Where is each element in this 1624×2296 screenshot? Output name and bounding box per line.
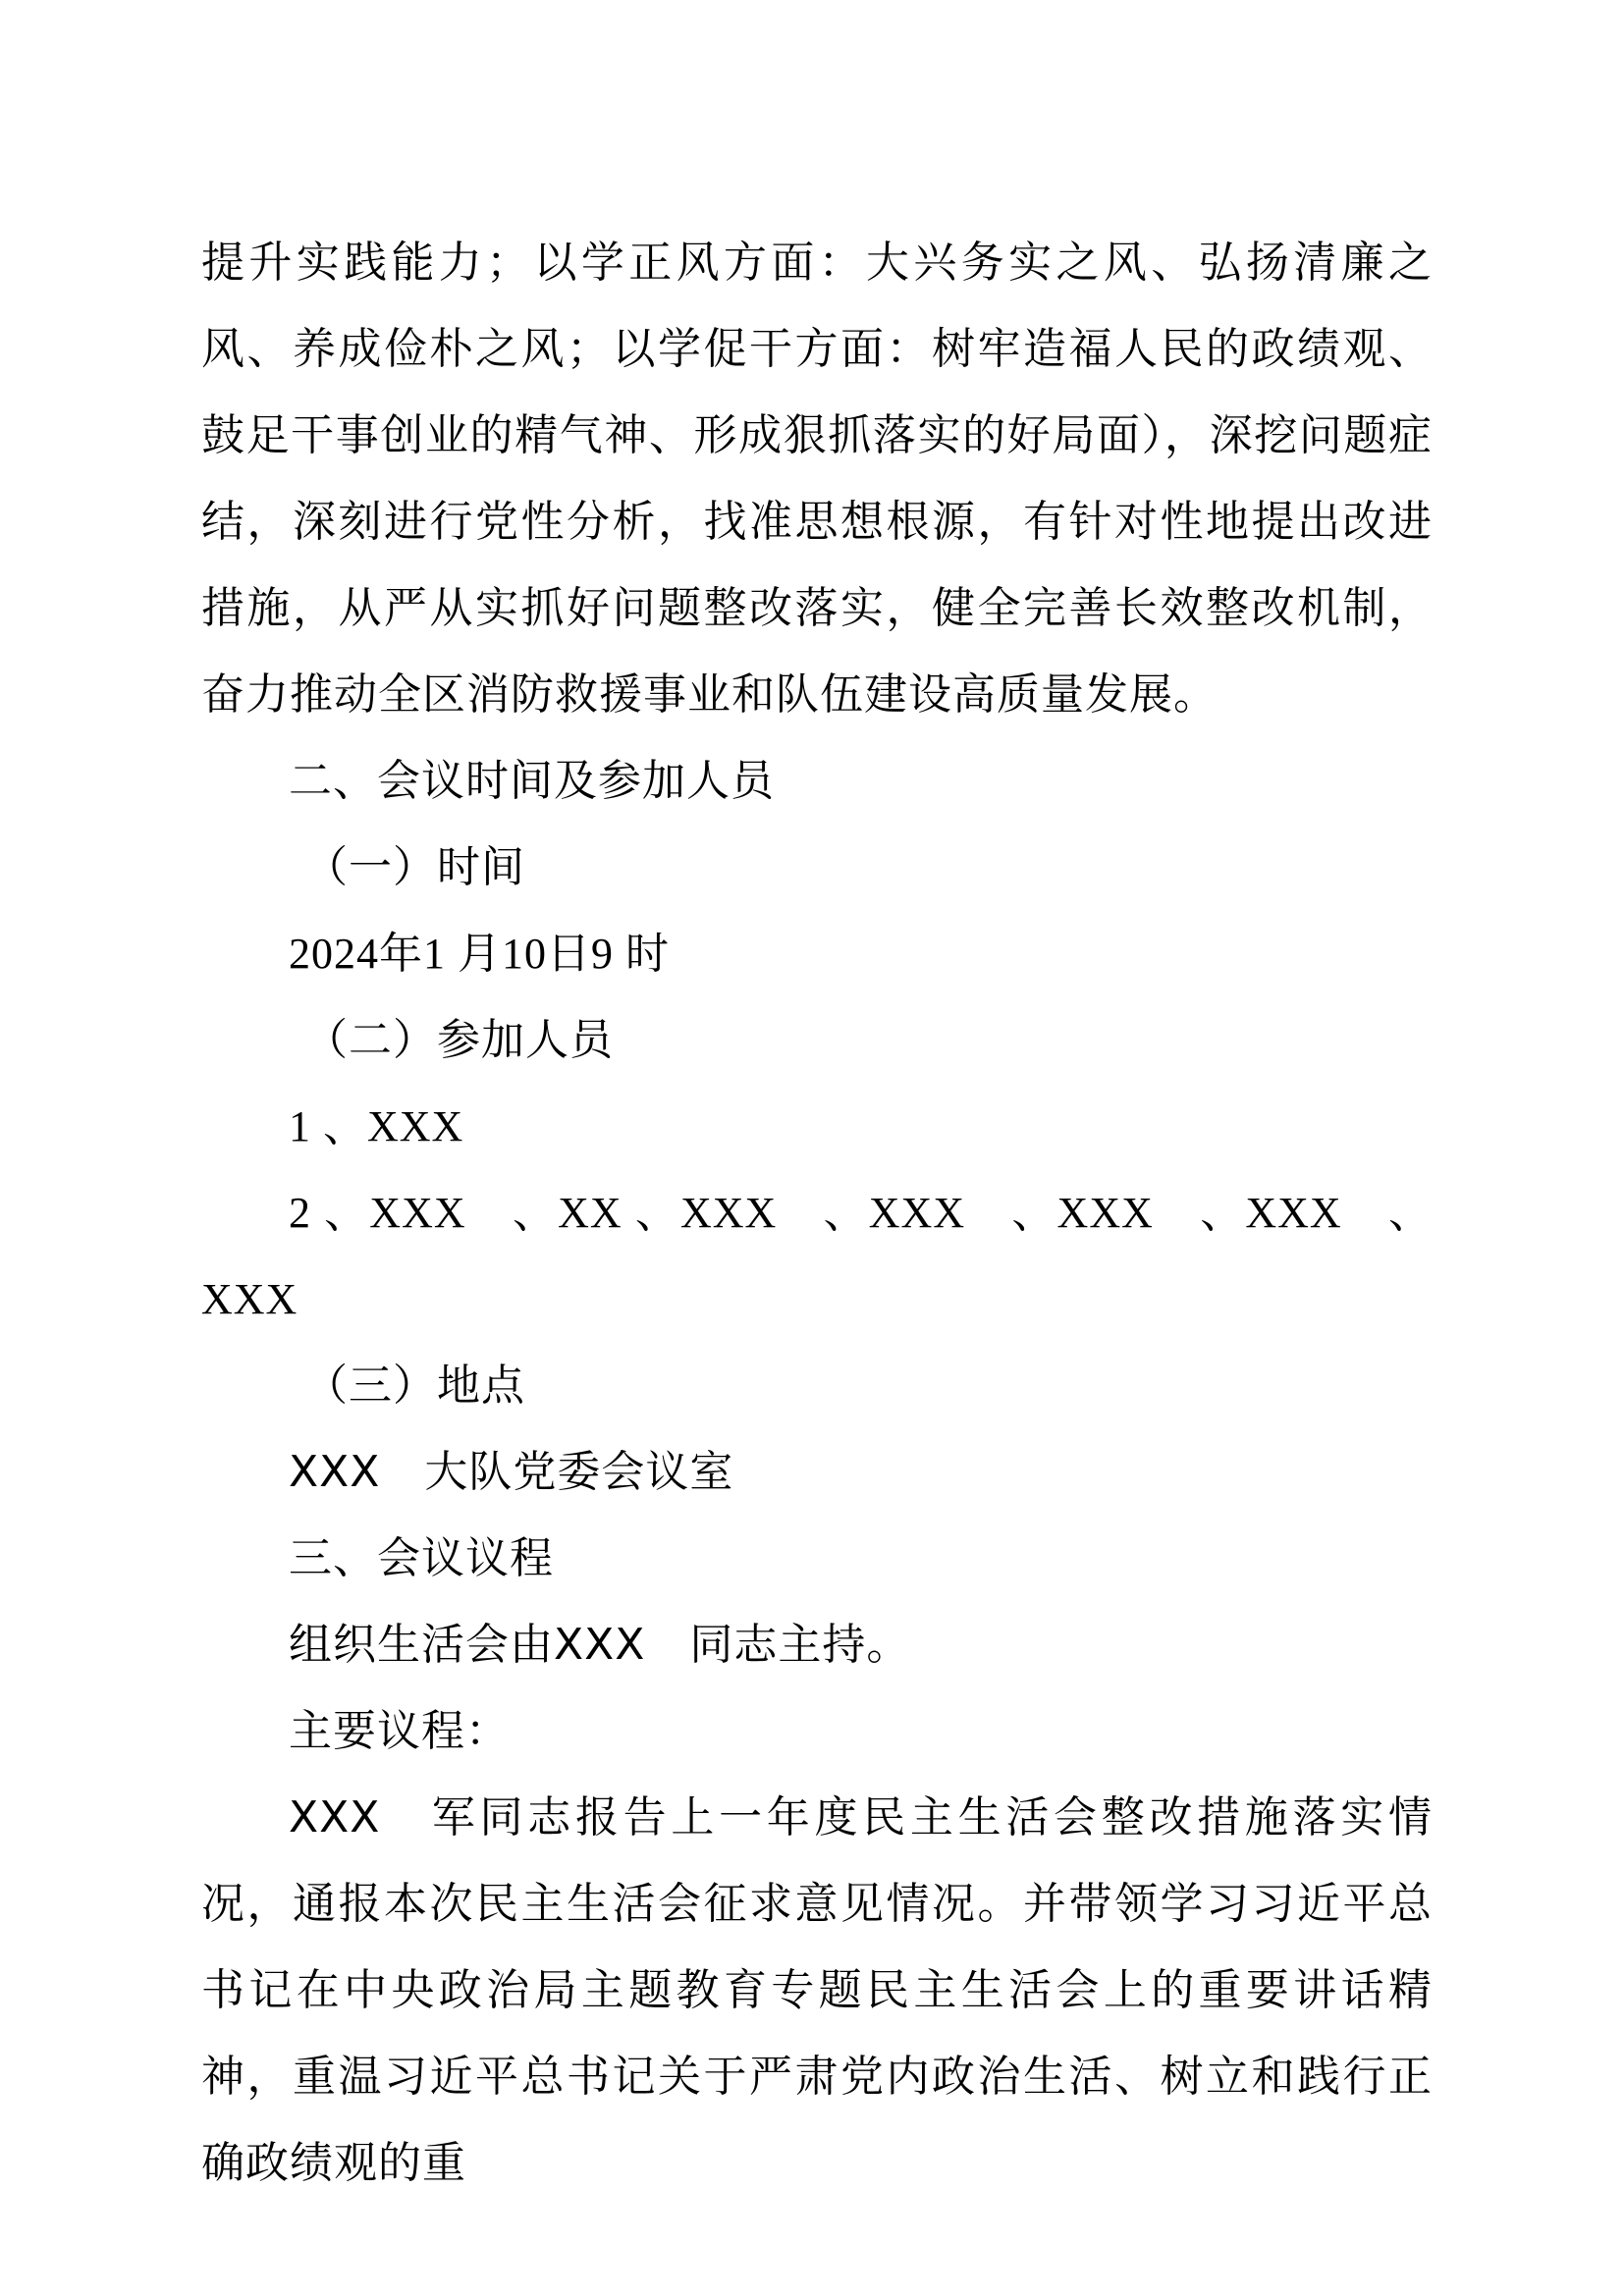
document-body	[201, 220, 1433, 2207]
attendee-item-1: 1 、XXX	[289, 1102, 464, 1150]
meeting-location-value: XXX 大队党委会议室	[289, 1447, 734, 1497]
section-heading-meeting-time-attendees: 二、会议时间及参加人员	[289, 756, 775, 806]
subsection-heading-location: （三）地点	[304, 1361, 525, 1411]
agenda-paragraph: XXX 军同志报告上一年度民主生活会整改措施落实情况，通报本次民主生活会征求意见情况。并带领学习习近平总书记在中央政治局主题教育专题民主生活会上的重要讲话精神，重温习近平总书记关于严肃党内政治生活、树立和践行正确政绩观的重	[201, 1792, 1433, 2188]
attendee-item-2: 2 、XXX 、XX 、XXX 、XXX 、XXX 、XXX 、XXX	[201, 1189, 1433, 1323]
intro-paragraph: 提升实践能力；以学正风方面：大兴务实之风、弘扬清廉之风、养成俭朴之风；以学促干方面：树牢造福人民的政绩观、鼓足干事创业的精气神、形成狠抓落实的好局面），深挖问题症结，深刻进行党性分析，找准思想根源，有针对性地提出改进措施，从严从实抓好问题整改落实，健全完善长效整改机制，奋力推动全区消防救援事业和队伍建设高质量发展。	[201, 238, 1433, 720]
subsection-heading-attendees: （二）参加人员	[304, 1015, 614, 1065]
subsection-heading-time: （一）时间	[304, 842, 525, 892]
main-agenda-label: 主要议程：	[289, 1706, 510, 1756]
meeting-host-line: 组织生活会由XXX 同志主持。	[289, 1620, 911, 1670]
section-heading-agenda: 三、会议议程	[289, 1533, 554, 1583]
meeting-time-value: 2024年1 月10日9 时	[289, 930, 670, 978]
